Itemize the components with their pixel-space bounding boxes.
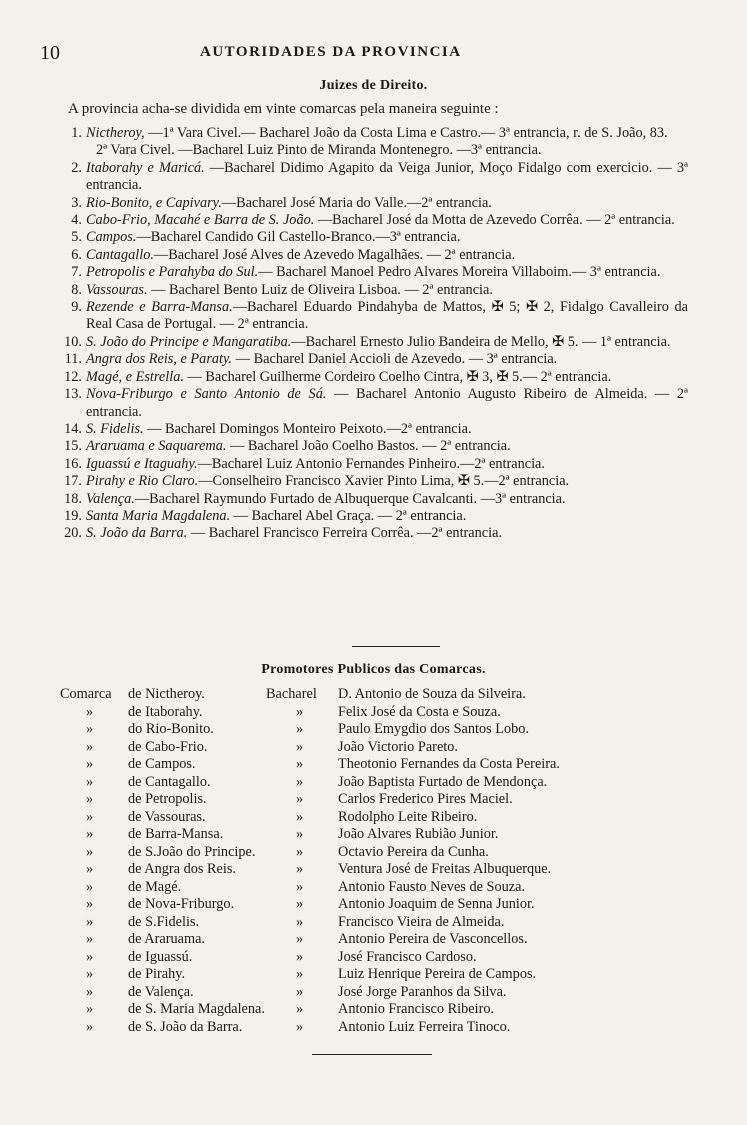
comarca-place: de S. Maria Magdalena. — [128, 1001, 265, 1017]
judge-entry — [52, 125, 688, 160]
promoter-name: Antonio Joaquim de Senna Junior. — [338, 896, 535, 912]
comarca-place: de Angra dos Reis. — [128, 861, 237, 877]
comarca-seat: Araruama e Saquarema. — [86, 438, 227, 455]
entry-number: 13. — [64, 386, 82, 403]
entry-number: 1. — [71, 125, 82, 141]
ditto-mark: » — [86, 721, 94, 737]
judge-entry — [52, 212, 688, 229]
comarca-seat: Itaborahy e Maricá. — [86, 159, 205, 176]
promoter-name: D. Antonio de Souza da Silveira. — [338, 686, 526, 702]
comarca-place: de Valença. — [128, 983, 194, 1000]
entry-number: 5. — [71, 229, 82, 246]
promoter-name: Octavio Pereira da Cunha. — [338, 843, 489, 860]
promoter-name: Rodolpho Leite Ribeiro. — [338, 808, 478, 825]
entry-number: 11. — [64, 351, 82, 368]
judge-details: —Bacharel José Alves de Azevedo Magalhães. — 2ª entrancia. — [153, 246, 516, 263]
ditto-mark: » — [296, 703, 304, 720]
ditto-mark: » — [296, 721, 304, 737]
ditto-mark: » — [86, 1001, 94, 1017]
promoter-name: Ventura José de Freitas Albuquerque. — [338, 861, 552, 877]
ditto-mark: » — [296, 756, 304, 772]
judge-details: — Bacharel Abel Graça. — 2ª entrancia. — [230, 507, 467, 524]
comarca-seat: S. João da Barra. — [86, 525, 188, 542]
comarca-place: de Vassouras. — [128, 808, 206, 825]
end-divider — [312, 1054, 432, 1055]
judge-details: —Bacharel José da Motta de Azevedo Corrêa. — 2ª entrancia. — [314, 212, 675, 229]
entry-number: 3. — [71, 194, 82, 211]
judge-details: — Bacharel Guilherme Cordeiro Coelho Cintra, ✠ 3, ✠ 5.— 2ª entrancia. — [183, 368, 612, 385]
ditto-mark: » — [296, 878, 304, 895]
entry-number: 17. — [64, 473, 82, 490]
comarca-seat: Magé, e Estrella. — [86, 368, 184, 385]
entry-number: 19. — [64, 507, 82, 524]
judge-entry — [52, 508, 688, 525]
entry-number: 15. — [64, 438, 82, 455]
ditto-mark: » — [86, 791, 94, 807]
promoter-name: Antonio Pereira de Vasconcellos. — [338, 931, 528, 947]
entry-number: 9. — [71, 299, 82, 316]
ditto-mark: » — [296, 738, 304, 755]
ditto-mark: » — [86, 738, 94, 755]
judges-intro: A provincia acha-se dividida em vinte comarcas pela maneira seguinte : — [68, 101, 499, 117]
judge-entry — [52, 351, 688, 368]
entry-number: 2. — [71, 159, 82, 176]
entry-number: 8. — [71, 281, 82, 298]
judge-details: — Bacharel Manoel Pedro Alvares Moreira Villaboim.— 3ª entrancia. — [258, 264, 661, 281]
comarca-place: de Petropolis. — [128, 791, 207, 807]
comarca-seat: Petropolis e Parahyba do Sul. — [86, 264, 259, 281]
comarca-place: de Nictheroy. — [128, 686, 205, 702]
entry-number: 7. — [71, 264, 82, 281]
judge-entry — [52, 473, 688, 490]
judge-details: —1ª Vara Civel.— Bacharel João da Costa Lima e Castro.— 3ª entrancia, r. de S. João, 83. — [144, 125, 668, 141]
judge-entry — [52, 229, 688, 246]
comarca-seat: S. Fidelis. — [86, 420, 144, 437]
promoter-name: Felix José da Costa e Souza. — [338, 703, 501, 720]
ditto-mark: » — [296, 948, 304, 965]
ditto-mark: » — [86, 773, 94, 790]
ditto-mark: » — [86, 966, 94, 982]
comarca-seat: Valença. — [86, 490, 135, 507]
comarca-place: de Iguassú. — [128, 948, 193, 965]
judge-entry — [52, 525, 688, 542]
ditto-mark: » — [296, 896, 304, 912]
judge-details: — Bacharel Francisco Ferreira Corrêa. —2ª entrancia. — [187, 525, 503, 542]
promoters-section-title: Promotores Publicos das Comarcas. — [261, 662, 486, 677]
judge-details: —Bacharel Ernesto Julio Bandeira de Mello, ✠ 5. — 1ª entrancia. — [291, 333, 671, 350]
judge-details: —Bacharel Eduardo Pindahyba de Mattos, ✠ 5; ✠ 2, Fidalgo Cavalleiro da Real Casa de Portugal. — 2ª entrancia. — [86, 299, 688, 333]
comarca-place: de Cantagallo. — [128, 773, 211, 790]
comarca-place: de S.Fidelis. — [128, 913, 200, 930]
judge-entry — [52, 282, 688, 299]
comarca-seat: Cantagallo. — [86, 246, 154, 263]
judge-details: —Bacharel Luiz Antonio Fernandes Pinheiro.—2ª entrancia. — [197, 455, 545, 472]
judge-details: —Bacharel José Maria do Valle.—2ª entrancia. — [221, 194, 492, 211]
judge-details: — Bacharel João Coelho Bastos. — 2ª entrancia. — [226, 438, 511, 455]
entry-number: 18. — [64, 490, 82, 507]
promoter-name: Antonio Luiz Ferreira Tinoco. — [338, 1018, 511, 1035]
running-title: AUTORIDADES DA PROVINCIA — [200, 44, 462, 60]
judge-details: — Bacharel Bento Luiz de Oliveira Lisboa. — 2ª entrancia. — [147, 281, 493, 298]
entry-number: 16. — [64, 455, 82, 472]
page-number: 10 — [40, 42, 60, 64]
comarca-place: de Magé. — [128, 878, 182, 895]
entry-number: 20. — [64, 525, 82, 542]
comarca-seat: Nova-Friburgo e Santo Antonio de Sá. — [86, 386, 327, 403]
comarca-place: de Nova-Friburgo. — [128, 896, 235, 912]
bacharel-label: Bacharel — [266, 686, 317, 702]
promoter-name: João Baptista Furtado de Mendonça. — [338, 773, 548, 790]
comarca-place: de S. João da Barra. — [128, 1018, 243, 1035]
promoter-name: João Victorio Pareto. — [338, 738, 458, 755]
ditto-mark: » — [296, 861, 304, 877]
ditto-mark: » — [86, 948, 94, 965]
ditto-mark: » — [296, 808, 304, 825]
comarca-place: de Cabo-Frio. — [128, 738, 208, 755]
judge-entry — [52, 456, 688, 473]
promoter-name: Carlos Frederico Pires Maciel. — [338, 791, 513, 807]
judge-entry — [52, 386, 688, 421]
ditto-mark: » — [296, 931, 304, 947]
ditto-mark: » — [86, 896, 94, 912]
judge-entry — [52, 264, 688, 281]
comarca-seat: Cabo-Frio, Macahé e Barra de S. João. — [86, 212, 315, 229]
comarca-place: de S.João do Principe. — [128, 843, 256, 860]
ditto-mark: » — [296, 1018, 304, 1035]
promoter-name: Paulo Emygdio dos Santos Lobo. — [338, 721, 530, 737]
promoter-name: Luiz Henrique Pereira de Campos. — [338, 966, 537, 982]
judge-details: —Bacharel Raymundo Furtado de Albuquerque Cavalcanti. —3ª entrancia. — [134, 490, 566, 507]
judge-entry — [52, 195, 688, 212]
judge-entry — [52, 491, 688, 508]
comarca-seat: Nictheroy, — [86, 125, 145, 141]
comarca-seat: Iguassú e Itaguahy. — [86, 455, 198, 472]
comarca-seat: Vassouras. — [86, 281, 148, 298]
judge-details: —Conselheiro Francisco Xavier Pinto Lima, ✠ 5.—2ª entrancia. — [198, 473, 570, 490]
comarca-place: de Barra-Mansa. — [128, 826, 224, 842]
judge-sub-entry: 2ª Vara Civel. —Bacharel Luiz Pinto de Miranda Montenegro. —3ª entrancia. — [96, 142, 542, 159]
ditto-mark: » — [86, 983, 94, 1000]
promoter-name: José Jorge Paranhos da Silva. — [338, 983, 507, 1000]
comarca-place: de Araruama. — [128, 931, 206, 947]
ditto-mark: » — [296, 966, 304, 982]
judge-entry — [52, 369, 688, 386]
comarca-seat: Angra dos Reis, e Paraty. — [86, 351, 233, 368]
comarca-seat: Pirahy e Rio Claro. — [86, 473, 199, 490]
judge-entry — [52, 247, 688, 264]
judge-details: —Bacharel Didimo Agapito da Veiga Junior, Moço Fidalgo com exercicio. — 3ª entrancia. — [86, 159, 688, 194]
judge-details: — Bacharel Domingos Monteiro Peixoto.—2ª entrancia. — [143, 420, 472, 437]
ditto-mark: » — [86, 1018, 94, 1035]
judge-entry — [52, 299, 688, 334]
ditto-mark: » — [296, 791, 304, 807]
promoter-name: Theotonio Fernandes da Costa Pereira. — [338, 756, 560, 772]
judge-details: — Bacharel Antonio Augusto Ribeiro de Almeida. — 2ª entrancia. — [86, 386, 688, 420]
entry-number: 10. — [64, 333, 82, 350]
comarca-seat: Rio-Bonito, e Capivary. — [86, 194, 222, 211]
judge-entry — [52, 438, 688, 455]
promoter-name: Antonio Fausto Neves de Souza. — [338, 878, 526, 895]
comarca-place: do Rio-Bonito. — [128, 721, 214, 737]
comarca-place: de Campos. — [128, 756, 196, 772]
ditto-mark: » — [296, 983, 304, 1000]
judge-entry — [52, 334, 688, 351]
ditto-mark: » — [296, 843, 304, 860]
ditto-mark: » — [86, 756, 94, 772]
ditto-mark: » — [296, 913, 304, 930]
ditto-mark: » — [296, 826, 304, 842]
ditto-mark: » — [86, 931, 94, 947]
ditto-mark: » — [296, 773, 304, 790]
judge-entry — [52, 160, 688, 195]
comarca-place: de Pirahy. — [128, 966, 186, 982]
comarca-seat: Santa Maria Magdalena. — [86, 507, 231, 524]
comarca-seat: Campos. — [86, 229, 137, 246]
judge-details: — Bacharel Daniel Accioli de Azevedo. — 3ª entrancia. — [232, 351, 558, 368]
ditto-mark: » — [86, 826, 94, 842]
entry-number: 6. — [71, 246, 82, 263]
entry-number: 4. — [71, 212, 82, 229]
comarca-seat: S. João do Principe e Mangaratiba. — [86, 333, 292, 350]
judge-details: —Bacharel Candido Gil Castello-Branco.—3ª entrancia. — [136, 229, 461, 246]
ditto-mark: » — [86, 913, 94, 930]
ditto-mark: » — [296, 1001, 304, 1017]
judges-section-title: Juizes de Direito. — [319, 78, 428, 93]
entry-number: 14. — [64, 420, 82, 437]
judge-entry — [52, 421, 688, 438]
ditto-mark: » — [86, 861, 94, 877]
comarca-place: de Itaborahy. — [128, 703, 203, 720]
promoter-name: José Francisco Cardoso. — [338, 948, 477, 965]
promoter-name: Francisco Vieira de Almeida. — [338, 913, 505, 930]
comarca-seat: Rezende e Barra-Mansa. — [86, 299, 233, 316]
entry-number: 12. — [64, 368, 82, 385]
promoter-name: Antonio Francisco Ribeiro. — [338, 1001, 495, 1017]
section-divider — [352, 646, 440, 647]
ditto-mark: » — [86, 703, 94, 720]
ditto-mark: » — [86, 878, 94, 895]
comarca-label: Comarca — [60, 686, 112, 702]
promoter-name: João Alvares Rubião Junior. — [338, 826, 499, 842]
ditto-mark: » — [86, 843, 94, 860]
ditto-mark: » — [86, 808, 94, 825]
judges-list — [52, 125, 688, 543]
